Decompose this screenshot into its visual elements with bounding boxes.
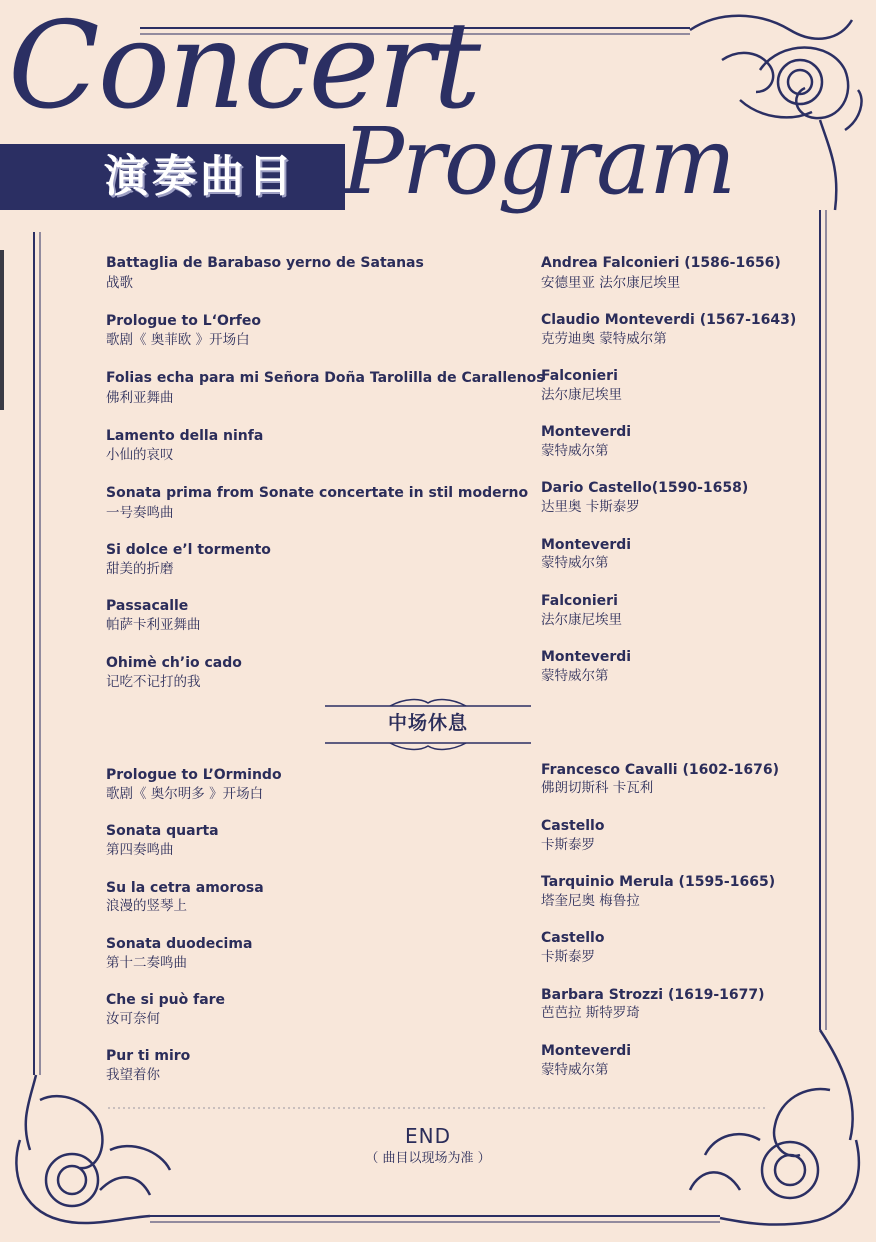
end-label: END <box>405 1124 451 1148</box>
composer-name-cn: 法尔康尼埃里 <box>541 612 622 628</box>
end-note: （ 曲目以现场为准 ） <box>365 1151 491 1166</box>
composer-name-cn: 蒙特威尔第 <box>541 668 609 684</box>
composer-name: Tarquinio Merula (1595-1665) <box>541 874 776 890</box>
composer-name: Francesco Cavalli (1602-1676) <box>541 762 780 778</box>
composer-name: Monteverdi <box>541 1043 632 1059</box>
composer-name-cn: 安德里亚 法尔康尼埃里 <box>541 275 681 291</box>
piece-title: Sonata duodecima <box>106 936 253 952</box>
composer-name-cn: 蒙特威尔第 <box>541 555 609 571</box>
composer-name: Claudio Monteverdi (1567-1643) <box>541 312 797 328</box>
piece-title: Passacalle <box>106 598 189 614</box>
composer-name-cn: 卡斯泰罗 <box>541 837 595 853</box>
piece-title: Sonata prima from Sonate concertate in stil moderno <box>106 485 529 501</box>
title-chinese: 演奏曲目 <box>104 151 296 202</box>
composer-name: Monteverdi <box>541 537 632 553</box>
piece-title: Prologue to L‘Orfeo <box>106 313 261 329</box>
composer-name: Andrea Falconieri (1586-1656) <box>541 255 781 271</box>
piece-title: Prologue to L’Ormindo <box>106 767 282 783</box>
composer-name-cn: 芭芭拉 斯特罗琦 <box>541 1005 640 1021</box>
composer-name: Dario Castello(1590-1658) <box>541 480 749 496</box>
piece-title-cn: 歌剧《 奥尔明多 》开场白 <box>106 786 264 802</box>
piece-title: Lamento della ninfa <box>106 428 264 444</box>
piece-title-cn: 第十二奏鸣曲 <box>106 955 187 971</box>
composer-name-cn: 蒙特威尔第 <box>541 443 609 459</box>
ornament-bottom-right-icon <box>690 1030 859 1225</box>
piece-title-cn: 战歌 <box>106 275 133 291</box>
piece-title: Battaglia de Barabaso yerno de Satanas <box>106 255 424 271</box>
piece-title-cn: 记吃不记打的我 <box>106 674 201 690</box>
composer-name: Falconieri <box>541 593 618 609</box>
composer-name: Castello <box>541 930 605 946</box>
piece-title: Si dolce e’l tormento <box>106 542 271 558</box>
piece-title: Ohimè ch’io cado <box>106 655 242 671</box>
piece-title-cn: 小仙的哀叹 <box>106 447 174 463</box>
piece-title: Pur ti miro <box>106 1048 191 1064</box>
title-concert: Concert <box>8 0 480 136</box>
composer-name: Barbara Strozzi (1619-1677) <box>541 987 765 1003</box>
piece-title-cn: 第四奏鸣曲 <box>106 842 174 858</box>
piece-title-cn: 帕萨卡利亚舞曲 <box>106 617 201 633</box>
piece-title: Folias echa para mi Señora Doña Tarolilla de Carallenos <box>106 370 545 386</box>
piece-title-cn: 佛利亚舞曲 <box>106 390 174 406</box>
composer-name: Castello <box>541 818 605 834</box>
piece-title-cn: 甜美的折磨 <box>106 561 174 577</box>
intermission-label: 中场休息 <box>387 712 468 734</box>
ornament-bottom-left-icon <box>16 1075 170 1223</box>
composer-name-cn: 卡斯泰罗 <box>541 949 595 965</box>
piece-title-cn: 一号奏鸣曲 <box>106 505 174 521</box>
composer-name-cn: 法尔康尼埃里 <box>541 387 622 403</box>
composer-name: Falconieri <box>541 368 618 384</box>
composer-name-cn: 达里奥 卡斯泰罗 <box>541 499 640 515</box>
piece-title-cn: 汝可奈何 <box>106 1011 160 1027</box>
composer-name-cn: 蒙特威尔第 <box>541 1062 609 1078</box>
composer-name: Monteverdi <box>541 649 632 665</box>
title-program: Program <box>342 108 735 215</box>
piece-title-cn: 歌剧《 奥菲欧 》开场白 <box>106 332 250 348</box>
piece-title-cn: 浪漫的竖琴上 <box>106 898 187 914</box>
piece-title: Che si può fare <box>106 992 226 1008</box>
composer-name: Monteverdi <box>541 424 632 440</box>
piece-title: Su la cetra amorosa <box>106 880 264 896</box>
composer-name-cn: 克劳迪奥 蒙特威尔第 <box>541 331 667 347</box>
piece-title: Sonata quarta <box>106 823 219 839</box>
piece-title-cn: 我望着你 <box>106 1067 160 1083</box>
composer-name-cn: 佛朗切斯科 卡瓦利 <box>541 780 654 796</box>
composer-name-cn: 塔奎尼奥 梅鲁拉 <box>541 893 640 909</box>
